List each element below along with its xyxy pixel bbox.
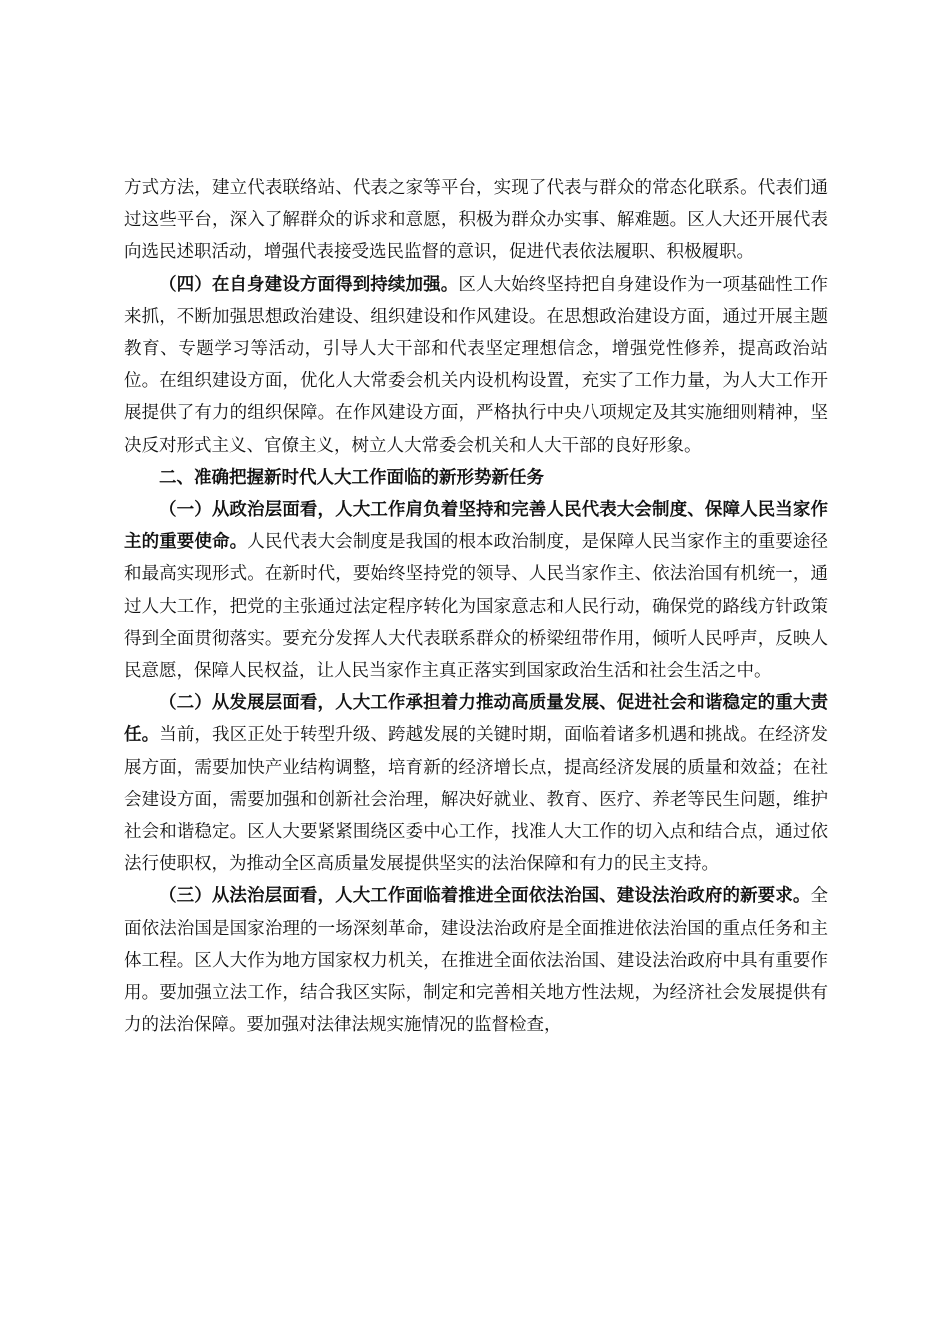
paragraph-body: 人民代表大会制度是我国的根本政治制度，是保障人民当家作主的重要途径和最高实现形式。在新时代，要始终坚持党的领导、人民当家作主、依法治国有机统一，通过人大工作，把党的主张通过法定程序转化为国家意志和人民行动，确保党的路线方针政策得到全面贯彻落实。要充分发挥人大代表联系群众的桥梁纽带作用，倾听人民呼声，反映人民意愿，保障人民权益，让人民当家作主真正落实到国家政治生活和社会生活之中。 xyxy=(124,532,828,682)
paragraph-rule-of-law-level xyxy=(124,880,828,1041)
paragraph-lead: （四）在自身建设方面得到持续加强。 xyxy=(159,274,459,295)
paragraph-development-level xyxy=(124,687,828,880)
paragraph-lead: （三）从法治层面看，人大工作面临着推进全面依法治国、建设法治政府的新要求。 xyxy=(159,886,811,907)
document-body xyxy=(124,172,828,1041)
paragraph-body: 当前，我区正处于转型升级、跨越发展的关键时期，面临着诸多机遇和挑战。在经济发展方面，需要加快产业结构调整，培育新的经济增长点，提高经济发展的质量和效益；在社会建设方面，需要加强和创新社会治理，解决好就业、教育、医疗、养老等民生问题，维护社会和谐稳定。区人大要紧紧围绕区委中心工作，找准人大工作的切入点和结合点，通过依法行使职权，为推动全区高质量发展提供坚实的法治保障和有力的民主支持。 xyxy=(124,725,829,875)
paragraph-continuation: 方式方法，建立代表联络站、代表之家等平台，实现了代表与群众的常态化联系。代表们通过这些平台，深入了解群众的诉求和意愿，积极为群众办实事、解难题。区人大还开展代表向选民述职活动，增强代表接受选民监督的意识，促进代表依法履职、积极履职。 xyxy=(124,178,828,263)
section-heading: 二、准确把握新时代人大工作面临的新形势新任务 xyxy=(159,467,544,488)
paragraph-body: 全面依法治国是国家治理的一场深刻革命，建设法治政府是全面推进依法治国的重点任务和主体工程。区人大作为地方国家权力机关，在推进全面依法治国、建设法治政府中具有重要作用。要加强立法工作，结合我区实际，制定和完善相关地方性法规，为经济社会发展提供有力的法治保障。要加强对法律法规实施情况的监督检查， xyxy=(124,886,828,1036)
paragraph-body: 区人大始终坚持把自身建设作为一项基础性工作来抓，不断加强思想政治建设、组织建设和作风建设。在思想政治建设方面，通过开展主题教育、专题学习等活动，引导人大干部和代表坚定理想信念，增强党性修养，提高政治站位。在组织建设方面，优化人大常委会机关内设机构设置，充实了工作力量，为人大工作开展提供了有力的组织保障。在作风建设方面，严格执行中央八项规定及其实施细则精神，坚决反对形式主义、官僚主义，树立人大常委会机关和人大干部的良好形象。 xyxy=(124,274,829,456)
paragraph-lead: （二）从发展层面看，人大工作承担着力推动高质量发展、促进社会和谐稳定的重大责任。 xyxy=(124,693,828,746)
paragraph-lead: （一）从政治层面看，人大工作肩负着坚持和完善人民代表大会制度、保障人民当家作主的重要使命。 xyxy=(124,500,828,553)
paragraph-self-construction xyxy=(124,269,828,462)
paragraph-political-level xyxy=(124,494,828,687)
